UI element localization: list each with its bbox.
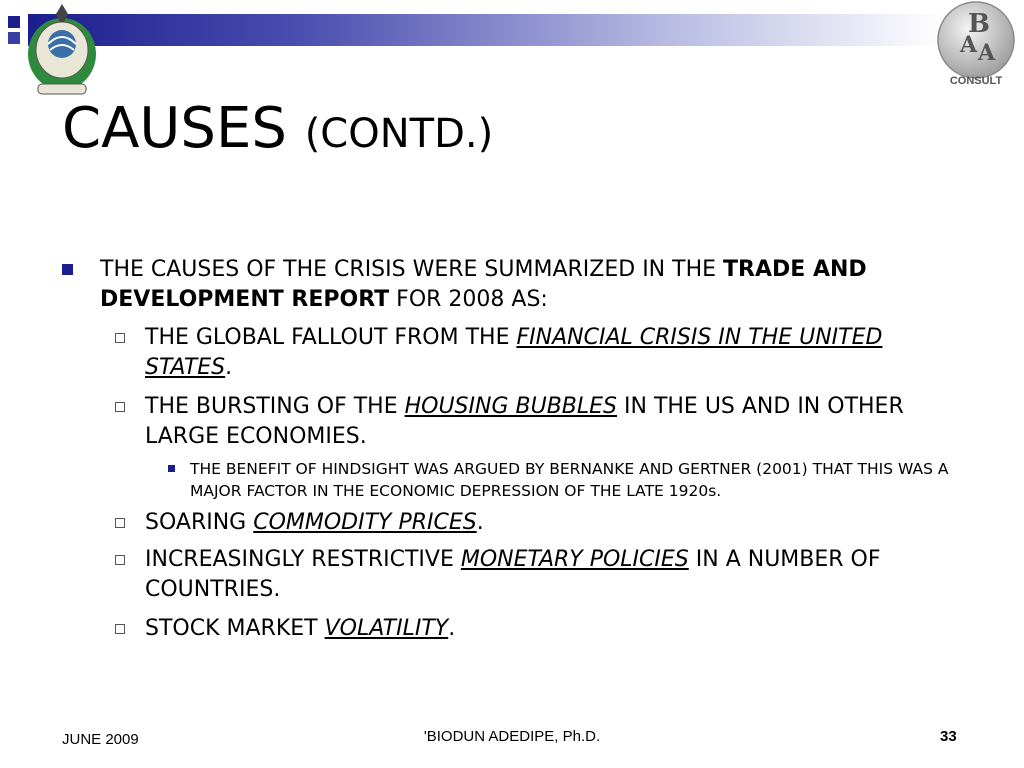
svg-text:CONSULT: CONSULT — [949, 75, 1003, 87]
cause-volatility: STOCK MARKET VOLATILITY. — [145, 614, 945, 644]
slide-title — [62, 96, 493, 167]
title-sub: (CONTD.) — [304, 111, 494, 157]
footer-date: JUNE 2009 — [62, 731, 139, 748]
svg-text:B: B — [968, 9, 990, 39]
sub-bullet-hindsight: THE BENEFIT OF HINDSIGHT WAS ARGUED BY BERNANKE AND GERTNER (2001) THAT THIS WAS A MAJOR FACTOR IN THE ECONOMIC DEPRESSION OF THE LATE 1920s. — [190, 458, 960, 502]
crest-logo — [18, 0, 106, 100]
cause-commodity-prices: SOARING COMMODITY PRICES. — [145, 508, 945, 538]
hollow-square-bullet-icon — [115, 518, 125, 528]
svg-text:A: A — [978, 40, 996, 66]
hollow-square-bullet-icon — [115, 333, 125, 343]
header-gradient-bar — [28, 14, 946, 46]
page-number: 33 — [940, 728, 957, 745]
cause-financial-crisis: THE GLOBAL FALLOUT FROM THE FINANCIAL CRISIS IN THE UNITED STATES. — [145, 323, 945, 383]
small-square-bullet-icon — [168, 465, 175, 472]
hollow-square-bullet-icon — [115, 624, 125, 634]
hollow-square-bullet-icon — [115, 555, 125, 565]
bullet-intro: THE CAUSES OF THE CRISIS WERE SUMMARIZED IN THE TRADE AND DEVELOPMENT REPORT FOR 2008 AS: — [100, 255, 960, 315]
hollow-square-bullet-icon — [115, 402, 125, 412]
title-main: CAUSES — [62, 96, 287, 161]
cause-housing-bubbles: THE BURSTING OF THE HOUSING BUBBLES IN THE US AND IN OTHER LARGE ECONOMIES. — [145, 392, 945, 452]
svg-text:A: A — [960, 32, 978, 58]
square-bullet-icon — [62, 264, 73, 275]
footer-author: 'BIODUN ADEDIPE, Ph.D. — [423, 728, 601, 745]
cause-monetary-policies: INCREASINGLY RESTRICTIVE MONETARY POLICIES IN A NUMBER OF COUNTRIES. — [145, 545, 945, 605]
baa-consult-logo — [930, 0, 1022, 92]
